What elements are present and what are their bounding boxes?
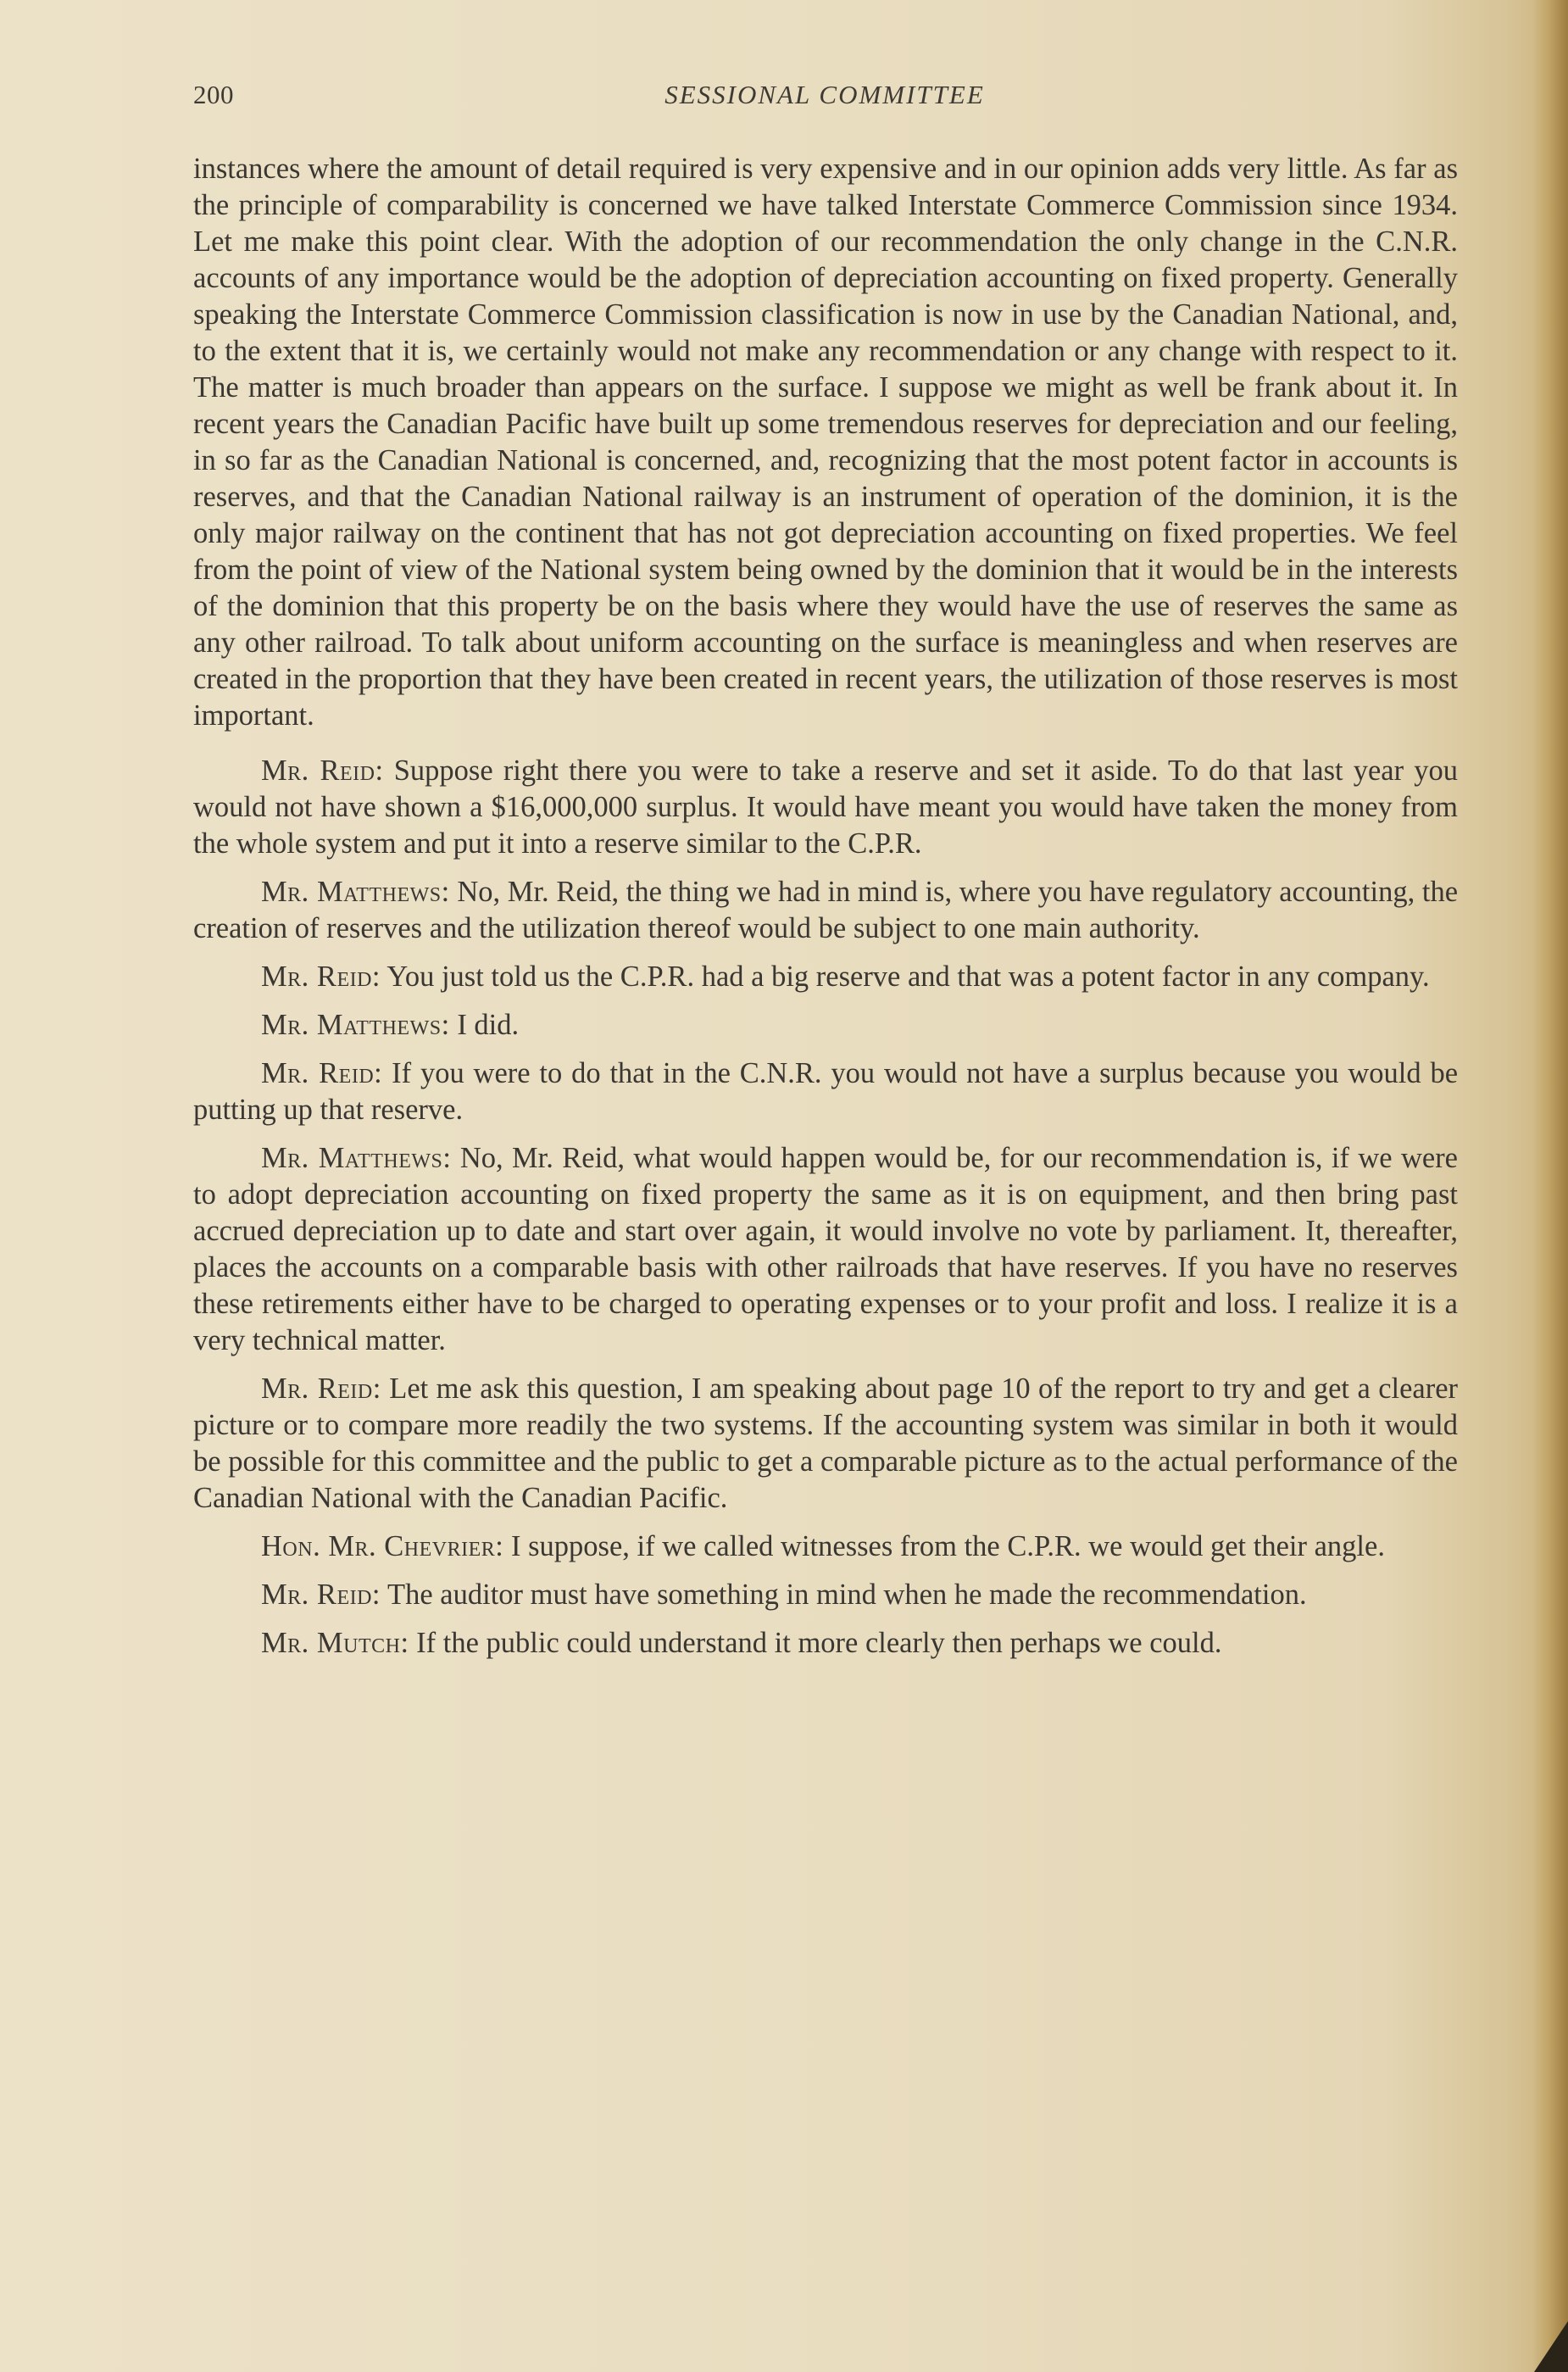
paragraph-text: I suppose, if we called witnesses from the C.P.R. we would get their angle. — [510, 1530, 1385, 1562]
speaker-label: Mr. Mutch: — [261, 1627, 409, 1659]
transcript-body — [193, 151, 1458, 1673]
paragraph-text: If you were to do that in the C.N.R. you would not have a surplus because you would be putting up that reserve. — [193, 1057, 1459, 1126]
page-number: 200 — [193, 80, 234, 109]
page-edge-shading — [1532, 0, 1568, 2372]
speaker-label: Mr. Matthews: — [261, 1009, 450, 1041]
page-corner — [1534, 2321, 1568, 2372]
running-head-title: SESSIONAL COMMITTEE — [664, 80, 985, 109]
speaker-label: Mr. Matthews: — [261, 876, 450, 908]
paragraph — [193, 151, 1458, 734]
paragraph — [193, 1577, 1458, 1613]
paragraph — [193, 1625, 1458, 1662]
paragraph-text: Let me ask this question, I am speaking about page 10 of the report to try and get a clearer picture or to compare more readily the two systems. If the accounting system was similar in both it would be possible for this committee and the public to get a comparable picture as to the actual performance of the Canadian National with the Canadian Pacific. — [193, 1373, 1459, 1514]
paragraph — [193, 1007, 1458, 1044]
speaker-label: Mr. Reid: — [261, 1373, 381, 1405]
running-head — [193, 80, 1456, 122]
paragraph-text: No, Mr. Reid, the thing we had in mind is, where you have regulatory accounting, the creation of reserves and the utilization thereof would be subject to one main authority. — [193, 876, 1459, 944]
paragraph-text: Suppose right there you were to take a reserve and set it aside. To do that last year you would not have shown a $16,000,000 surplus. It would have meant you would have taken the money from the whole system and put it into a reserve similar to the C.P.R. — [193, 754, 1459, 860]
paragraph-text: I did. — [457, 1009, 520, 1041]
paragraph — [193, 1371, 1458, 1517]
paragraph — [193, 1055, 1458, 1128]
paragraph — [193, 1140, 1458, 1359]
paragraph — [193, 959, 1458, 995]
paragraph — [193, 874, 1458, 947]
speaker-label: Mr. Reid: — [261, 1579, 381, 1611]
speaker-label: Mr. Matthews: — [261, 1142, 452, 1174]
paragraph-text: You just told us the C.P.R. had a big reserve and that was a potent factor in any company. — [386, 960, 1430, 993]
paragraph — [193, 753, 1458, 862]
paragraph — [193, 1528, 1458, 1565]
paragraph-text: If the public could understand it more clearly then perhaps we could. — [416, 1627, 1222, 1659]
paragraph-text: No, Mr. Reid, what would happen would be, for our recommendation is, if we were to adopt depreciation accounting on fixed property the same as it is on equipment, and then bring past accrued depreciation up to date and start over again, it would involve no vote by parliament. It, thereafter, places the accounts on a comparable basis with other railroads that have reserves. If you have no reserves these retirements either have to be charged to operating expenses or to your profit and loss. I realize it is a very technical matter. — [193, 1142, 1458, 1356]
speaker-label: Mr. Reid: — [261, 960, 381, 993]
paragraph-text: The auditor must have something in mind when he made the recommendation. — [387, 1579, 1307, 1611]
speaker-label: Mr. Reid: — [261, 754, 384, 787]
speaker-label: Mr. Reid: — [261, 1057, 383, 1089]
paragraph-text: instances where the amount of detail required is very expensive and in our opinion adds very little. As far as the principle of comparability is concerned we have talked Interstate Commerce Commission since 1934. Let me make this point clear. With the adoption of our recommendation the only change in the C.N.R. accounts of any importance would be the adoption of depreciation accounting on fixed property. Generally speaking the Interstate Commerce Commission classification is now in use by the Canadian National, and, to the extent that it is, we certainly would not make any recommendation or any change with respect to it. The matter is much broader than appears on the surface. I suppose we might as well be frank about it. In recent years the Canadian Pacific have built up some tremendous reserves for depreciation and our feeling, in so far as the Canadian National is concerned, and, recognizing that the most potent factor in accounts is reserves, and that the Canadian National railway is an instrument of operation of the dominion, it is the only major railway on the continent that has not got depreciation accounting on fixed properties. We feel from the point of view of the National system being owned by the dominion that it would be in the interests of the dominion that this property be on the basis where they would have the use of reserves the same as any other railroad. To talk about uniform accounting on the surface is meaningless and when reserves are created in the proportion that they have been created in recent years, the utilization of those reserves is most important. — [193, 153, 1458, 732]
speaker-label: Hon. Mr. Chevrier: — [261, 1530, 504, 1562]
